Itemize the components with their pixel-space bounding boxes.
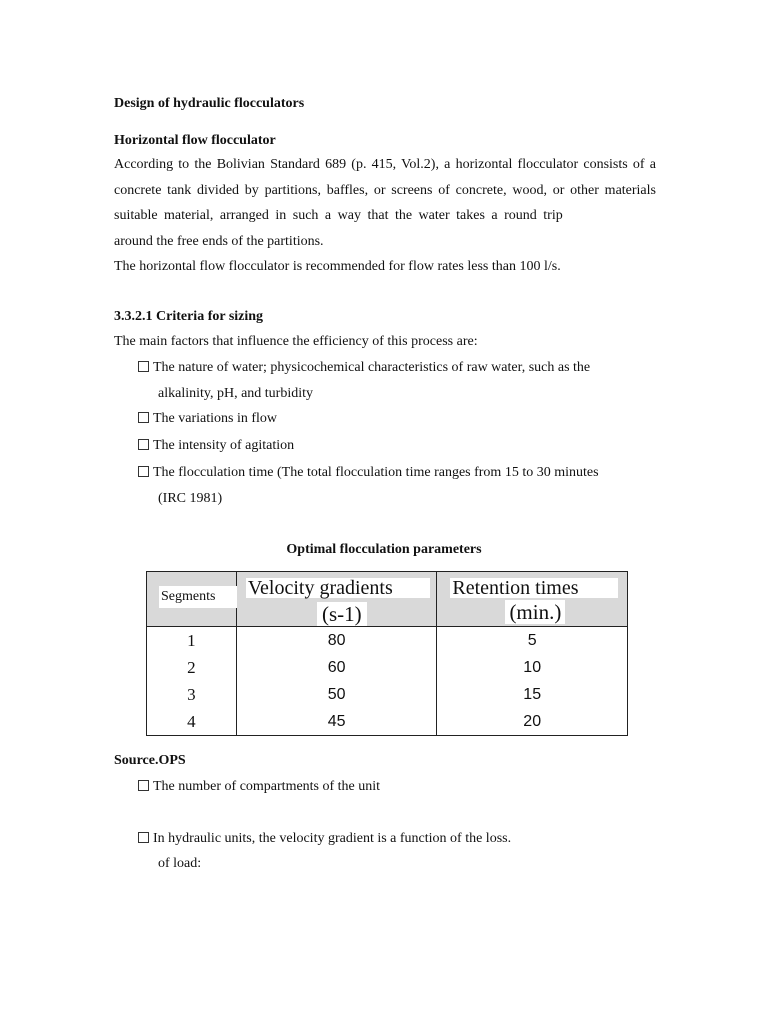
header-retention-unit: (min.) <box>505 600 565 624</box>
bullet-text: The flocculation time (The total flocculation time ranges from 15 to 30 minutes <box>153 465 599 480</box>
table-caption: Optimal flocculation parameters <box>286 542 482 557</box>
cell-segment: 1 <box>147 627 237 655</box>
bullet-text: The intensity of agitation <box>153 438 295 453</box>
intro-line: concrete tank divided by partitions, baffles, or screens of concrete, wood, or other materials <box>114 183 656 198</box>
table-row <box>147 681 628 708</box>
cell-velocity: 80 <box>236 627 437 655</box>
section-subheading: Horizontal flow flocculator <box>114 133 276 148</box>
table-header-row <box>147 572 628 627</box>
header-velocity-unit: (s-1) <box>317 602 367 626</box>
bullet-box-icon <box>138 361 149 372</box>
bullet-item <box>138 778 380 796</box>
bullet-box-icon <box>138 832 149 843</box>
criteria-lead: The main factors that influence the efficiency of this process are: <box>114 334 478 349</box>
header-velocity-label: Velocity gradients <box>246 578 430 598</box>
cell-retention: 20 <box>437 708 628 736</box>
table-row <box>147 708 628 736</box>
table-source: Source.OPS <box>114 753 186 768</box>
cell-segment: 4 <box>147 708 237 736</box>
cell-velocity: 45 <box>236 708 437 736</box>
table-row <box>147 654 628 681</box>
header-velocity <box>236 572 437 627</box>
bullet-text: The variations in flow <box>153 411 278 426</box>
intro-line: The horizontal flow flocculator is recommended for flow rates less than 100 l/s. <box>114 259 561 274</box>
cell-retention: 15 <box>437 681 628 708</box>
bullet-box-icon <box>138 439 149 450</box>
criteria-title: 3.3.2.1 Criteria for sizing <box>114 309 264 324</box>
bullet-box-icon <box>138 780 149 791</box>
bullet-continuation: of load: <box>158 856 202 871</box>
intro-line: around the free ends of the partitions. <box>114 234 324 249</box>
header-segments <box>147 572 237 627</box>
cell-segment: 2 <box>147 654 237 681</box>
bullet-item <box>138 464 599 482</box>
bullet-text: The number of compartments of the unit <box>153 779 381 794</box>
intro-line: suitable material, arranged in such a way that the water takes a round trip <box>114 208 563 223</box>
bullet-box-icon <box>138 466 149 477</box>
header-retention-label: Retention times <box>450 578 618 598</box>
header-retention <box>437 572 628 627</box>
document-heading: Design of hydraulic flocculators <box>114 96 305 111</box>
bullet-item <box>138 410 277 428</box>
bullet-continuation: alkalinity, pH, and turbidity <box>158 386 314 401</box>
bullet-continuation: (IRC 1981) <box>158 491 223 506</box>
bullet-item <box>138 437 294 455</box>
cell-segment: 3 <box>147 681 237 708</box>
bullet-text: In hydraulic units, the velocity gradient is a function of the loss. <box>153 831 512 846</box>
cell-retention: 10 <box>437 654 628 681</box>
bullet-text: The nature of water; physicochemical characteristics of raw water, such as the <box>153 360 591 375</box>
cell-velocity: 60 <box>236 654 437 681</box>
intro-line: According to the Bolivian Standard 689 (p. 415, Vol.2), a horizontal flocculator consists of a <box>114 157 656 172</box>
bullet-box-icon <box>138 412 149 423</box>
bullet-item <box>138 359 590 377</box>
header-segments-label: Segments <box>159 586 237 608</box>
bullet-item <box>138 830 511 848</box>
cell-velocity: 50 <box>236 681 437 708</box>
cell-retention: 5 <box>437 627 628 655</box>
table-row <box>147 627 628 655</box>
flocculation-parameters-table <box>146 571 628 736</box>
